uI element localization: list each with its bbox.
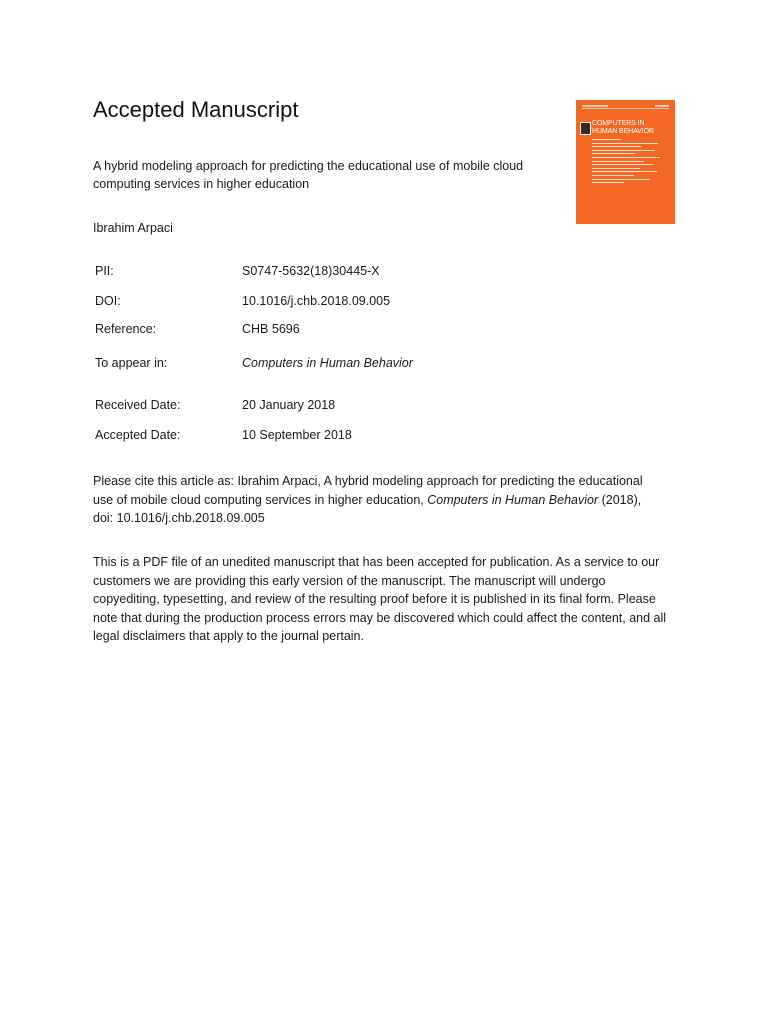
cover-journal-name-line1: COMPUTERS IN bbox=[592, 120, 645, 127]
author-name: Ibrahim Arpaci bbox=[93, 221, 173, 235]
received-label: Received Date: bbox=[95, 398, 181, 412]
page-title: Accepted Manuscript bbox=[93, 97, 299, 122]
pii-label: PII: bbox=[95, 264, 114, 278]
appear-label: To appear in: bbox=[95, 356, 168, 370]
citation-paragraph bbox=[93, 472, 653, 528]
received-value: 20 January 2018 bbox=[242, 398, 336, 412]
doi-label: DOI: bbox=[95, 294, 121, 308]
cover-journal-name bbox=[592, 120, 672, 135]
citation-prefix: Please cite this article as: Ibrahim Arpaci, A hybrid modeling approach for predicting the educational use of mobile cloud computing services in higher education, bbox=[93, 474, 643, 507]
cover-contents-lines bbox=[592, 139, 664, 186]
article-title: A hybrid modeling approach for predicting the educational use of mobile cloud computing services in higher education bbox=[93, 159, 524, 191]
cover-journal-name-line2: HUMAN BEHAVIOR bbox=[592, 127, 654, 135]
appear-value: Computers in Human Behavior bbox=[242, 356, 413, 370]
citation-suffix: (2018), doi: 10.1016/j.chb.2018.09.005 bbox=[93, 492, 642, 525]
citation-journal: Computers in Human Behavior bbox=[427, 492, 599, 507]
accepted-label: Accepted Date: bbox=[95, 428, 181, 442]
journal-cover-image bbox=[576, 100, 675, 224]
accepted-value: 10 September 2018 bbox=[242, 428, 352, 442]
disclaimer-paragraph: This is a PDF file of an unedited manuscript that has been accepted for publication. As a service to our customers we are providing this early version of the manuscript. The manuscript will undergo copyediting, typesetting, and review of the resulting proof before it is published in its final form. Please note that during the production process errors may be discovered which could affect the content, and all legal disclaimers that apply to the journal pertain. bbox=[93, 555, 667, 643]
publisher-logo-icon bbox=[580, 122, 591, 135]
pii-value: S0747-5632(18)30445-X bbox=[242, 264, 380, 278]
doi-value: 10.1016/j.chb.2018.09.005 bbox=[242, 294, 391, 308]
reference-label: Reference: bbox=[95, 322, 157, 336]
reference-value: CHB 5696 bbox=[242, 322, 300, 336]
cover-header-rule bbox=[582, 105, 669, 109]
